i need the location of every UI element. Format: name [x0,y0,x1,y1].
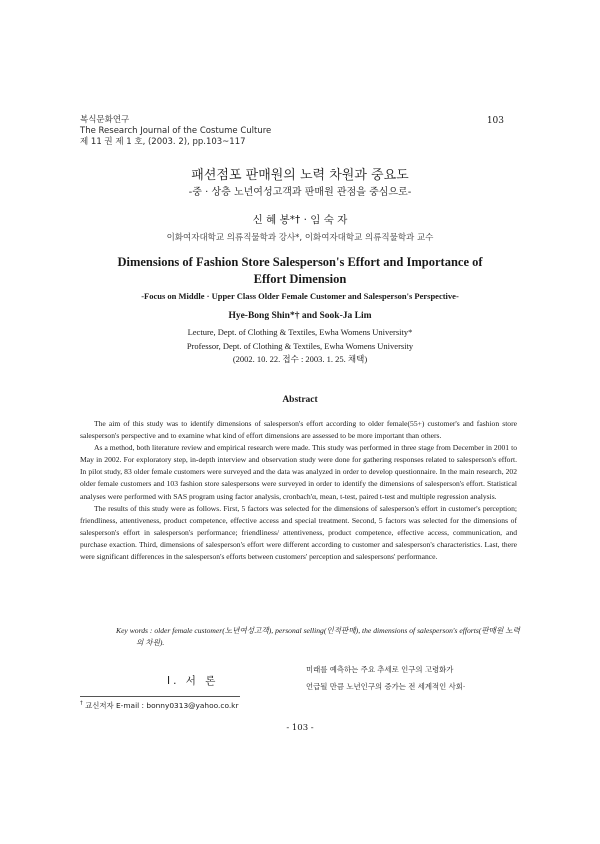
title-en [0,254,600,288]
title-kr: 패션점포 판매원의 노력 차원과 중요도 [191,168,409,183]
subtitle-en: -Focus on Middle · Upper Class Older Female Customer and Salesperson's Perspective- [141,291,459,301]
section-heading-introduction: Ⅰ. 서 론 [167,675,219,687]
abstract-paragraph: The aim of this study was to identify dimensions of salesperson's effort according to older female(55+) customer's and fashion store salesperson's perspective and to examine what kind of effort dimensions are assessed to be more important than others. [80,419,517,441]
affiliation-en-line: Lecture, Dept. of Clothing & Textiles, Ewha Womens University* [187,327,413,337]
affiliation-en-line: Professor, Dept. of Clothing & Textiles, Ewha Womens University [186,340,414,351]
abstract-paragraph: The results of this study were as follows. First, 5 factors was selected for the dimensions of salesperson's effort in customer's perception; friendliness, attentiveness, product competence, effective access and special treatment. Second, 5 factors was selected for the dimensions of salesperson's effort in salesperson's performance; friendliness/ attentiveness, product competence, effective access, communication, and purchase exaction. Third, dimensions of salesperson's effort were different according to customer and salesperson's characteristics. Last, there were significant differences in the salesperson's efforts between customers' perception and salespersons' performance. [80,503,517,562]
page-number-bottom: - 103 - [286,723,314,733]
abstract-heading: Abstract [282,395,318,405]
title-en-line2: Effort Dimension [253,272,347,286]
page-number-top: 103 [486,116,504,126]
received-accepted-dates: (2002. 10. 22. 접수 : 2003. 1. 25. 채택) [232,354,368,364]
footnote-mark: † [80,700,83,707]
body-line: 미래를 예측하는 주요 추세로 인구의 고령화가 [306,665,454,674]
body-line: 언급될 만큼 노년인구의 증가는 전 세계적인 사회· [306,682,466,691]
affiliation-en [0,326,600,367]
footnote [80,700,239,711]
title-en-line1: Dimensions of Fashion Store Salesperson's Effort and Importance of [117,255,483,269]
journal-header [80,115,271,148]
affiliation-kr: 이화여자대학교 의류직물학과 강사*, 이화여자대학교 의류직물학과 교수 [166,233,434,243]
abstract-body [80,418,517,563]
abstract-paragraph: As a method, both literature review and empirical research were made. This study was performed in three stage from December in 2001 to May in 2002. For exploratory step, in-depth interview and observation study were done for gathering responses related to salesperson's effort. In pilot study, 83 older female customers were surveyed and the data was analyzed in order to develop questionnaire. In the main research, 202 older female customers and 103 fashion store salespersons were surveyed in order to identify the dimensions of salesperson's effort. Statistical analyses were performed with SAS program using factor analysis, cronbach'α, mean, t-test, paired t-test and multiple regression analysis. [80,443,517,501]
footnote-text: 교신저자 E-mail : bonny0313@yahoo.co.kr [85,701,239,710]
authors-kr: 신 혜 봉*† · 임 숙 자 [252,214,348,226]
journal-volume-info: 제 11 권 제 1 호, (2003. 2), pp.103~117 [80,137,246,147]
keywords: Key words : older female customer(노년여성고객), personal selling(인적판매), the dimensions of salesperson's efforts(판매원 노력의 차원). [116,626,520,647]
journal-name-en: The Research Journal of the Costume Culture [80,126,272,136]
intro-body-text [306,661,520,695]
footnote-divider [80,696,240,697]
authors-en: Hye-Bong Shin*† and Sook-Ja Lim [228,311,372,321]
subtitle-kr: -중 · 상층 노년여성고객과 판매원 관점을 중심으로- [188,187,412,198]
journal-name-kr: 복식문화연구 [80,115,130,125]
